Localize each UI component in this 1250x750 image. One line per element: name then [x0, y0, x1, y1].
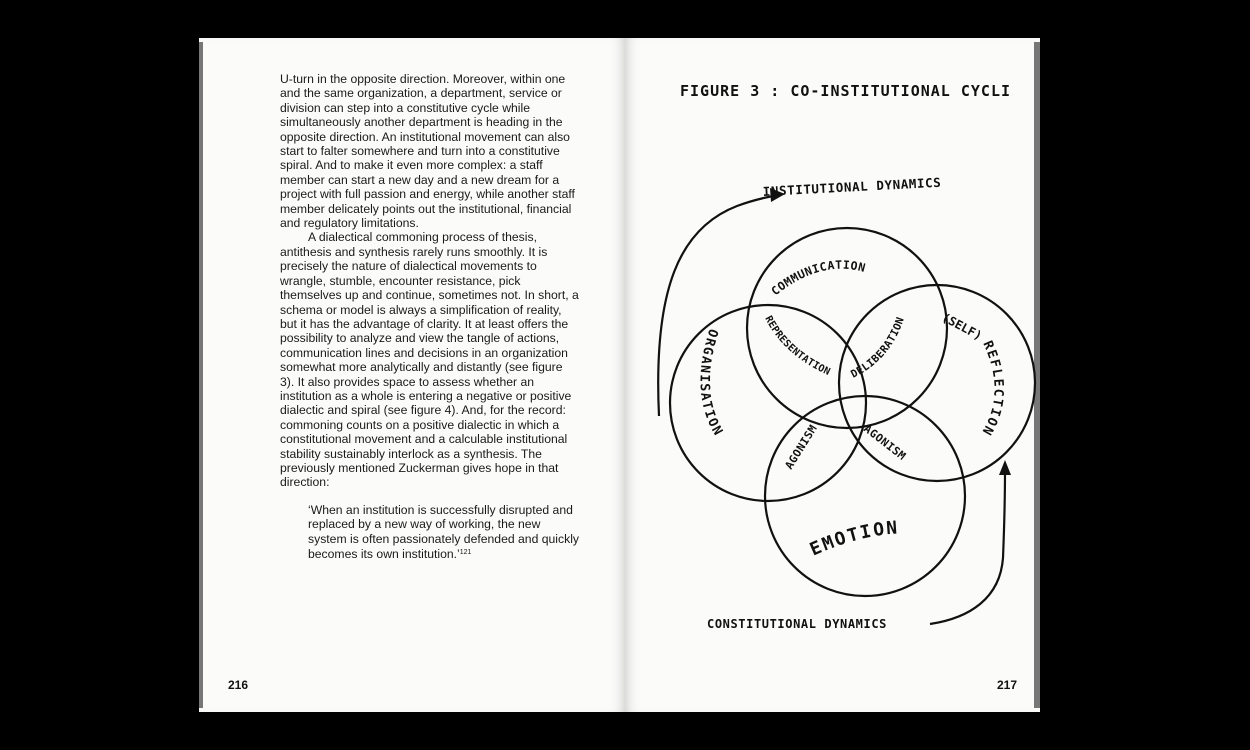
body-text [280, 72, 580, 561]
paragraph-2: A dialectical commoning process of thesis, antithesis and synthesis rarely runs smoothly. It is precisely the nature of dialectical movements to wrangle, stumble, encounter resistance, pick themselves up and continue, sometimes not. In short, a schema or model is always a simplification of reality, but it has the advantage of clarity. It at least offers the possibility to analyze and view the tangle of actions, communication lines and decisions in an organization somewhat more analytically and distantly (see figure 3). It also provides space to assess whether an institution as a whole is entering a negative or positive dialectic and spiral (see figure 4). And, for the record: commoning counts on a positive dialectic in which a constitutional movement and a calculable institutional stability sustainably interlock as a synthesis. The previously mentioned Zuckerman gives hope in that direction: [280, 230, 579, 490]
page-edge-left [199, 42, 203, 708]
figure-title: FIGURE 3 : CO-INSTITUTIONAL CYCLI [680, 82, 1012, 100]
figure-3-diagram [625, 38, 1040, 712]
label-organisation [696, 327, 725, 439]
label-self: (SELF) [939, 310, 985, 344]
label-constitutional-dynamics: CONSTITUTIONAL DYNAMICS [707, 617, 887, 631]
label-agonism-left: AGONISM [782, 422, 820, 472]
block-quote [308, 503, 580, 562]
label-institutional-dynamics: INSTITUTIONAL DYNAMICS [762, 174, 942, 199]
label-representation-text: REPRESENTATION [762, 314, 832, 378]
label-reflection-text: REFLECTION [978, 338, 1006, 439]
label-emotion [807, 517, 900, 560]
label-reflection [978, 339, 1006, 439]
label-organisation-text: ORGANISATION [696, 326, 726, 440]
left-page [199, 38, 625, 712]
page-number-right: 217 [996, 678, 1017, 692]
arrow-constitutional [930, 470, 1005, 624]
right-page [625, 38, 1040, 712]
label-communication-text: COMMUNICATION [768, 257, 868, 299]
circle-reflection [839, 285, 1035, 481]
paragraph-1: U-turn in the opposite direction. Moreover, within one and the same organization, a department, service or division can step into a constitutive cycle while simultaneously another department is heading in the opposite direction. An institutional movement can also start to falter somewhere and turn into a constitutive spiral. And to make it even more complex: a staff member can start a new day and a new dream for a project with full passion and energy, while another staff member delicately points out the institutional, financial and regulatory limitations. [280, 72, 575, 231]
quote-text: ‘When an institution is successfully disrupted and replaced by a new way of working, the new system is often passionately defended and quickly becomes its own institution.’ [308, 502, 579, 561]
label-deliberation-text: DELIBERATION [848, 315, 907, 381]
label-emotion-text: EMOTION [806, 517, 900, 561]
book-spread [199, 38, 1046, 712]
arrowhead-constitutional [999, 460, 1011, 475]
label-representation [762, 314, 831, 378]
page-number-left: 216 [228, 678, 249, 692]
label-agonism-right: AGONISM [861, 422, 909, 464]
footnote-ref: 121 [459, 549, 472, 556]
label-communication [768, 258, 867, 299]
